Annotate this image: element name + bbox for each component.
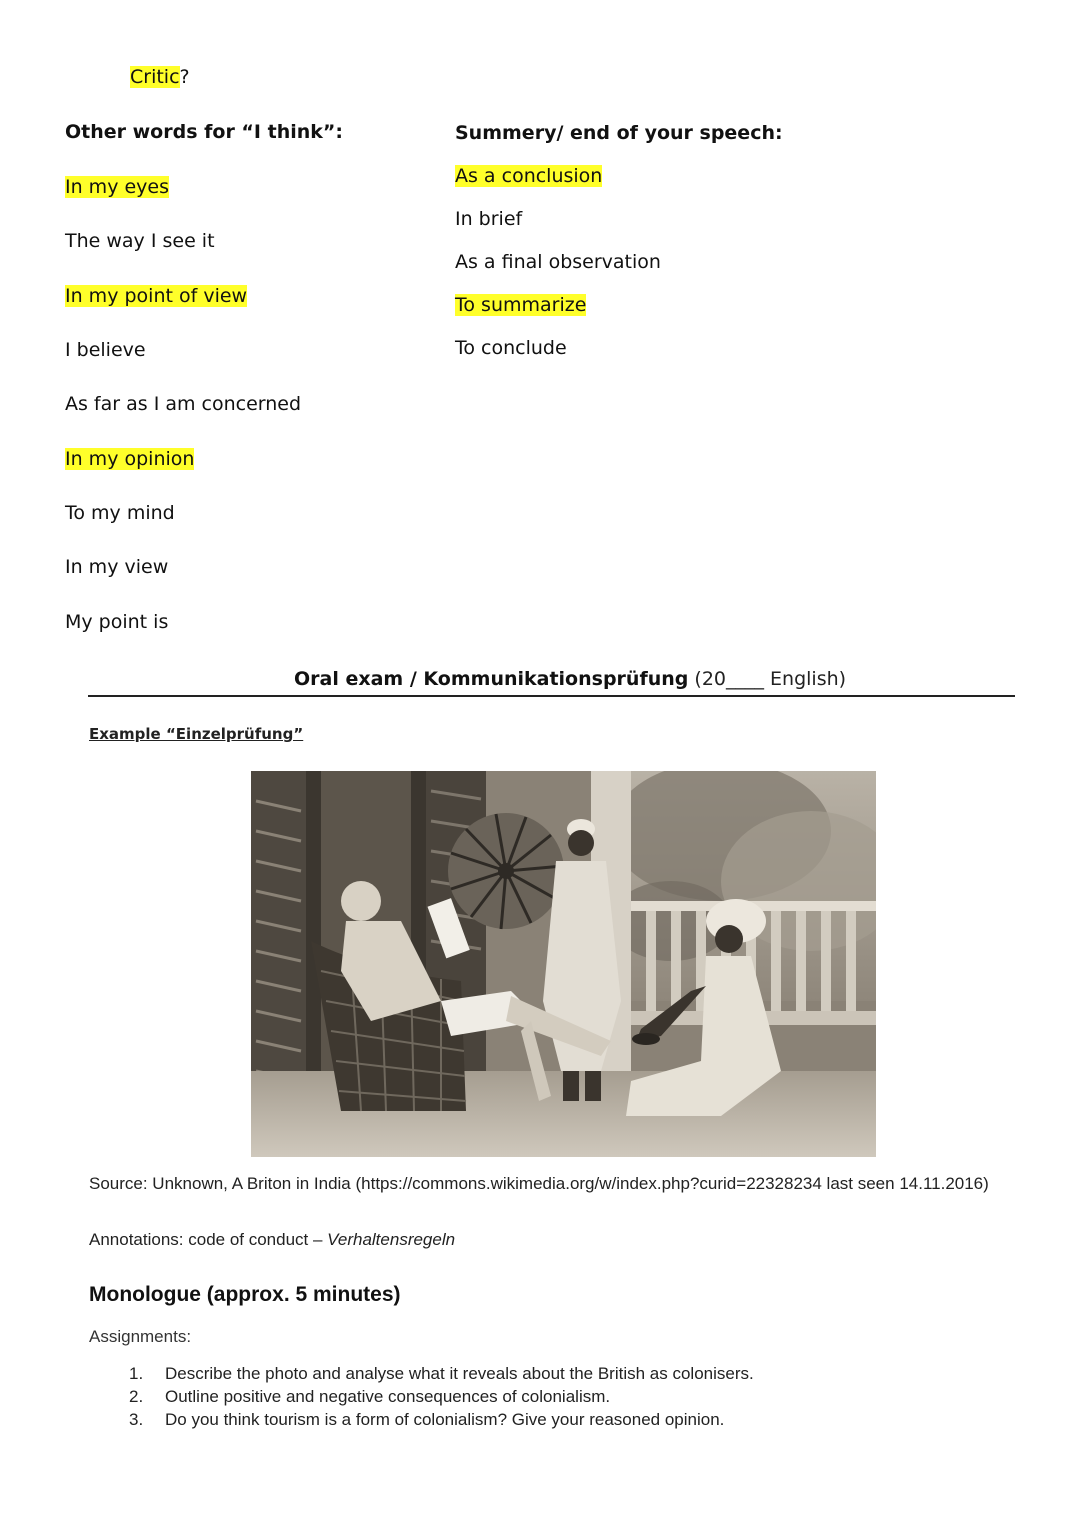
assignment-item [129, 1364, 754, 1384]
phrase-item [455, 294, 586, 316]
phrase-item [65, 230, 215, 252]
assignment-text: Outline positive and negative consequences of colonialism. [165, 1387, 611, 1406]
phrase-item [65, 285, 247, 307]
phrase-text: To my mind [65, 502, 175, 524]
annotations [89, 1230, 455, 1250]
critic-word: Critic [130, 66, 180, 88]
phrase-text: In my point of view [65, 285, 248, 307]
phrase-text: In my eyes [65, 176, 169, 198]
phrase-text: As a conclusion [455, 165, 603, 187]
phrase-item [65, 176, 169, 198]
phrase-item [65, 393, 301, 415]
phrase-item [65, 339, 146, 361]
phrase-item [455, 337, 567, 359]
photo-illustration [251, 771, 876, 1157]
assignment-text: Describe the photo and analyse what it reveals about the British as colonisers. [165, 1364, 754, 1383]
phrase-text: In brief [455, 208, 523, 230]
monologue-heading: Monologue (approx. 5 minutes) [89, 1283, 401, 1306]
phrase-text: As a final observation [455, 251, 661, 273]
phrase-item [455, 208, 522, 230]
annotations-term: Verhaltensregeln [327, 1230, 456, 1249]
title-divider [88, 695, 1015, 697]
assignment-item [129, 1387, 610, 1407]
assignment-text: Do you think tourism is a form of colonialism? Give your reasoned opinion. [165, 1410, 725, 1429]
phrase-item [65, 502, 175, 524]
phrase-text: In my opinion [65, 448, 195, 470]
critic-line [130, 66, 190, 88]
phrase-text: In my view [65, 556, 169, 578]
photo-source: Source: Unknown, A Briton in India (https://commons.wikimedia.org/w/index.php?curid=22328234 last seen 14.11.2016) [89, 1174, 989, 1193]
assignment-number: 3. [129, 1410, 144, 1429]
phrase-text: My point is [65, 611, 169, 633]
phrase-text: As far as I am concerned [65, 393, 302, 415]
phrase-item [65, 556, 168, 578]
phrase-item [455, 251, 661, 273]
example-label: Example “Einzelprüfung” [89, 725, 304, 743]
exam-title-year: (20____ English) [694, 668, 847, 690]
phrase-item [455, 165, 602, 187]
assignment-number: 1. [129, 1364, 144, 1383]
assignment-number: 2. [129, 1387, 144, 1406]
phrase-text: To summarize [455, 294, 587, 316]
right-column-heading: Summery/ end of your speech: [455, 122, 783, 144]
phrase-item [65, 611, 168, 633]
annotations-label: Annotations: code of conduct – [89, 1230, 328, 1249]
phrase-item [65, 448, 194, 470]
phrase-text: To conclude [455, 337, 567, 359]
phrase-text: I believe [65, 339, 146, 361]
exam-title [294, 668, 846, 690]
assignment-item [129, 1410, 724, 1430]
historical-photo [251, 771, 876, 1157]
phrase-text: The way I see it [65, 230, 215, 252]
critic-punct: ? [179, 66, 190, 88]
exam-title-main: Oral exam / Kommunikationsprüfung [294, 668, 689, 690]
left-column-heading: Other words for “I think”: [65, 121, 343, 143]
assignments-label: Assignments: [89, 1327, 192, 1346]
